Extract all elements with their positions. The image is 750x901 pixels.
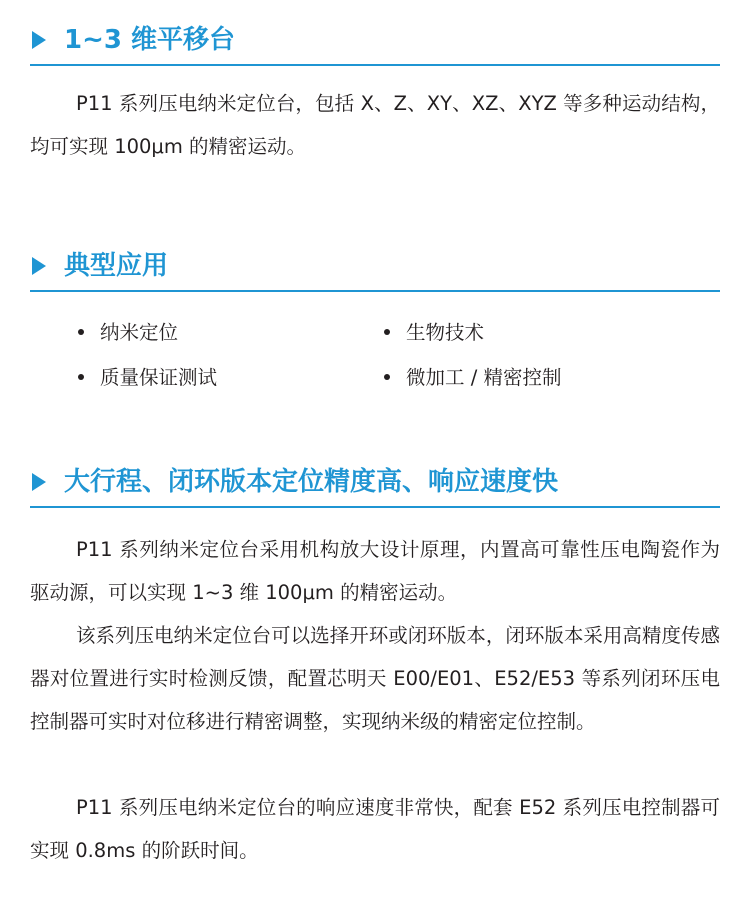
bullet-dot-icon (78, 374, 84, 380)
section-title: 1~3 维平移台 (64, 25, 236, 55)
section-heading-closed-loop-features (30, 464, 720, 508)
paragraph: P11 系列纳米定位台采用机构放大设计原理，内置高可靠性压电陶瓷作为驱动源，可以实现 1~3 维 100μm 的精密运动。 (30, 538, 720, 604)
list-item-label: 纳米定位 (100, 321, 179, 344)
list-item-label: 生物技术 (406, 321, 485, 344)
list-item (78, 311, 178, 354)
list-item (384, 356, 561, 399)
list-item (78, 356, 217, 399)
triangle-right-icon (32, 31, 46, 49)
section-title: 典型应用 (64, 251, 169, 281)
bullet-dot-icon (78, 329, 84, 335)
bullet-dot-icon (384, 374, 390, 380)
paragraph: 该系列压电纳米定位台可以选择开环或闭环版本，闭环版本采用高精度传感器对位置进行实时检测反馈，配置芯明天 E00/E01、E52/E53 等系列闭环压电控制器可实时对位移进行精密调整，实现纳米级的精密定位控制。 (30, 624, 720, 733)
triangle-right-icon (32, 473, 46, 491)
section-heading-typical-applications (30, 248, 720, 292)
triangle-right-icon (32, 257, 46, 275)
bullet-dot-icon (384, 329, 390, 335)
list-item (384, 311, 484, 354)
list-item-label: 质量保证测试 (100, 366, 218, 389)
paragraph: P11 系列压电纳米定位台，包括 X、Z、XY、XZ、XYZ 等多种运动结构，均可实现 100μm 的精密运动。 (30, 92, 720, 158)
paragraph: P11 系列压电纳米定位台的响应速度非常快，配套 E52 系列压电控制器可实现 0.8ms 的阶跃时间。 (30, 796, 720, 862)
section-heading-translation-stage (30, 22, 720, 66)
list-item-label: 微加工 / 精密控制 (406, 366, 562, 389)
section-title: 大行程、闭环版本定位精度高、响应速度快 (64, 467, 559, 497)
